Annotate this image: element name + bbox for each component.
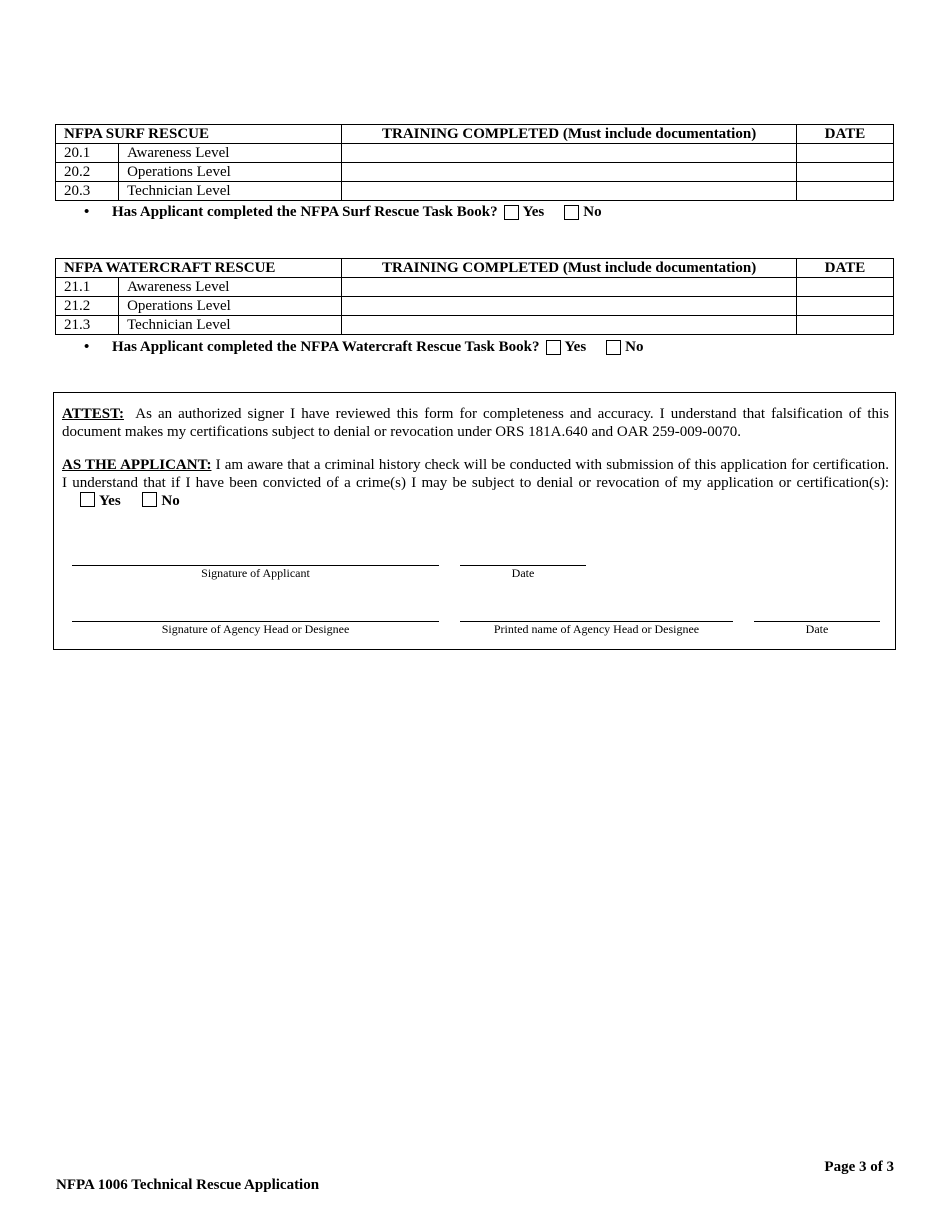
document-title: NFPA 1006 Technical Rescue Application xyxy=(56,1177,320,1193)
row-number: 21.3 xyxy=(56,316,119,335)
agency-head-signature-label: Signature of Agency Head or Designee xyxy=(161,622,350,636)
table-row xyxy=(56,297,894,316)
training-completed-field[interactable] xyxy=(342,163,797,182)
surf-yes-checkbox[interactable] xyxy=(504,205,519,220)
training-completed-field[interactable] xyxy=(342,278,797,297)
applicant-no-checkbox[interactable] xyxy=(142,492,157,507)
row-number: 20.1 xyxy=(56,144,119,163)
applicant-signature-label: Signature of Applicant xyxy=(201,566,310,580)
watercraft-no-checkbox[interactable] xyxy=(606,340,621,355)
attest-paragraph xyxy=(62,405,889,441)
training-completed-field[interactable] xyxy=(342,297,797,316)
applicant-date-label: Date xyxy=(511,566,535,580)
applicant-paragraph xyxy=(62,456,889,510)
no-label: No xyxy=(161,493,180,509)
table-row xyxy=(56,163,894,182)
attest-text: As an authorized signer I have reviewed this form for completeness and accuracy. I understand that falsification of this document makes my certifications subject to denial or revocation under ORS 181A.640 and OAR 259-009-0070. xyxy=(62,406,889,440)
yes-label: Yes xyxy=(564,338,587,355)
row-level: Awareness Level xyxy=(119,278,342,297)
yes-label: Yes xyxy=(522,203,545,220)
table-row xyxy=(56,182,894,201)
row-level: Technician Level xyxy=(119,316,342,335)
training-completed-field[interactable] xyxy=(342,182,797,201)
printed-name-label: Printed name of Agency Head or Designee xyxy=(493,622,700,636)
date-field[interactable] xyxy=(796,316,893,335)
table-header-date: DATE xyxy=(796,259,893,278)
table-row xyxy=(56,144,894,163)
date-field[interactable] xyxy=(796,297,893,316)
agency-date-label: Date xyxy=(805,622,829,636)
row-level: Operations Level xyxy=(119,297,342,316)
date-field[interactable] xyxy=(796,144,893,163)
table-header-training: TRAINING COMPLETED (Must include documentation) xyxy=(342,125,797,144)
surf-no-checkbox[interactable] xyxy=(564,205,579,220)
row-number: 21.2 xyxy=(56,297,119,316)
row-level: Operations Level xyxy=(119,163,342,182)
yes-label: Yes xyxy=(99,493,121,509)
no-label: No xyxy=(625,338,644,355)
row-number: 21.1 xyxy=(56,278,119,297)
table-header-date: DATE xyxy=(796,125,893,144)
table-header-row xyxy=(56,259,894,278)
bullet-icon: • xyxy=(84,203,90,220)
row-level: Awareness Level xyxy=(119,144,342,163)
training-completed-field[interactable] xyxy=(342,316,797,335)
row-number: 20.3 xyxy=(56,182,119,201)
table-header-section: NFPA SURF RESCUE xyxy=(56,125,342,144)
table-row xyxy=(56,316,894,335)
page-number: Page 3 of 3 xyxy=(824,1159,894,1175)
watercraft-yes-checkbox[interactable] xyxy=(546,340,561,355)
date-field[interactable] xyxy=(796,182,893,201)
date-field[interactable] xyxy=(796,163,893,182)
bullet-icon: • xyxy=(84,338,90,355)
attest-heading: ATTEST: xyxy=(62,406,124,422)
row-number: 20.2 xyxy=(56,163,119,182)
no-label: No xyxy=(583,203,602,220)
table-row xyxy=(56,278,894,297)
watercraft-rescue-table xyxy=(55,258,894,335)
training-completed-field[interactable] xyxy=(342,144,797,163)
applicant-heading: AS THE APPLICANT: xyxy=(62,457,212,473)
table-header-training: TRAINING COMPLETED (Must include documentation) xyxy=(342,259,797,278)
applicant-text: I am aware that a criminal history check will be conducted with submission of this application for certification. I understand that if I have been convicted of a crime(s) I may be subject to denial or revocation of my application or certification(s): xyxy=(62,457,890,491)
table-header-row xyxy=(56,125,894,144)
surf-rescue-table xyxy=(55,124,894,201)
attest-section xyxy=(53,392,896,650)
question-text: Has Applicant completed the NFPA Surf Rescue Task Book? xyxy=(112,203,498,220)
surf-task-book-question xyxy=(84,202,602,222)
question-text: Has Applicant completed the NFPA Watercraft Rescue Task Book? xyxy=(112,338,540,355)
applicant-yes-checkbox[interactable] xyxy=(80,492,95,507)
date-field[interactable] xyxy=(796,278,893,297)
watercraft-task-book-question xyxy=(84,337,644,357)
row-level: Technician Level xyxy=(119,182,342,201)
table-header-section: NFPA WATERCRAFT RESCUE xyxy=(56,259,342,278)
